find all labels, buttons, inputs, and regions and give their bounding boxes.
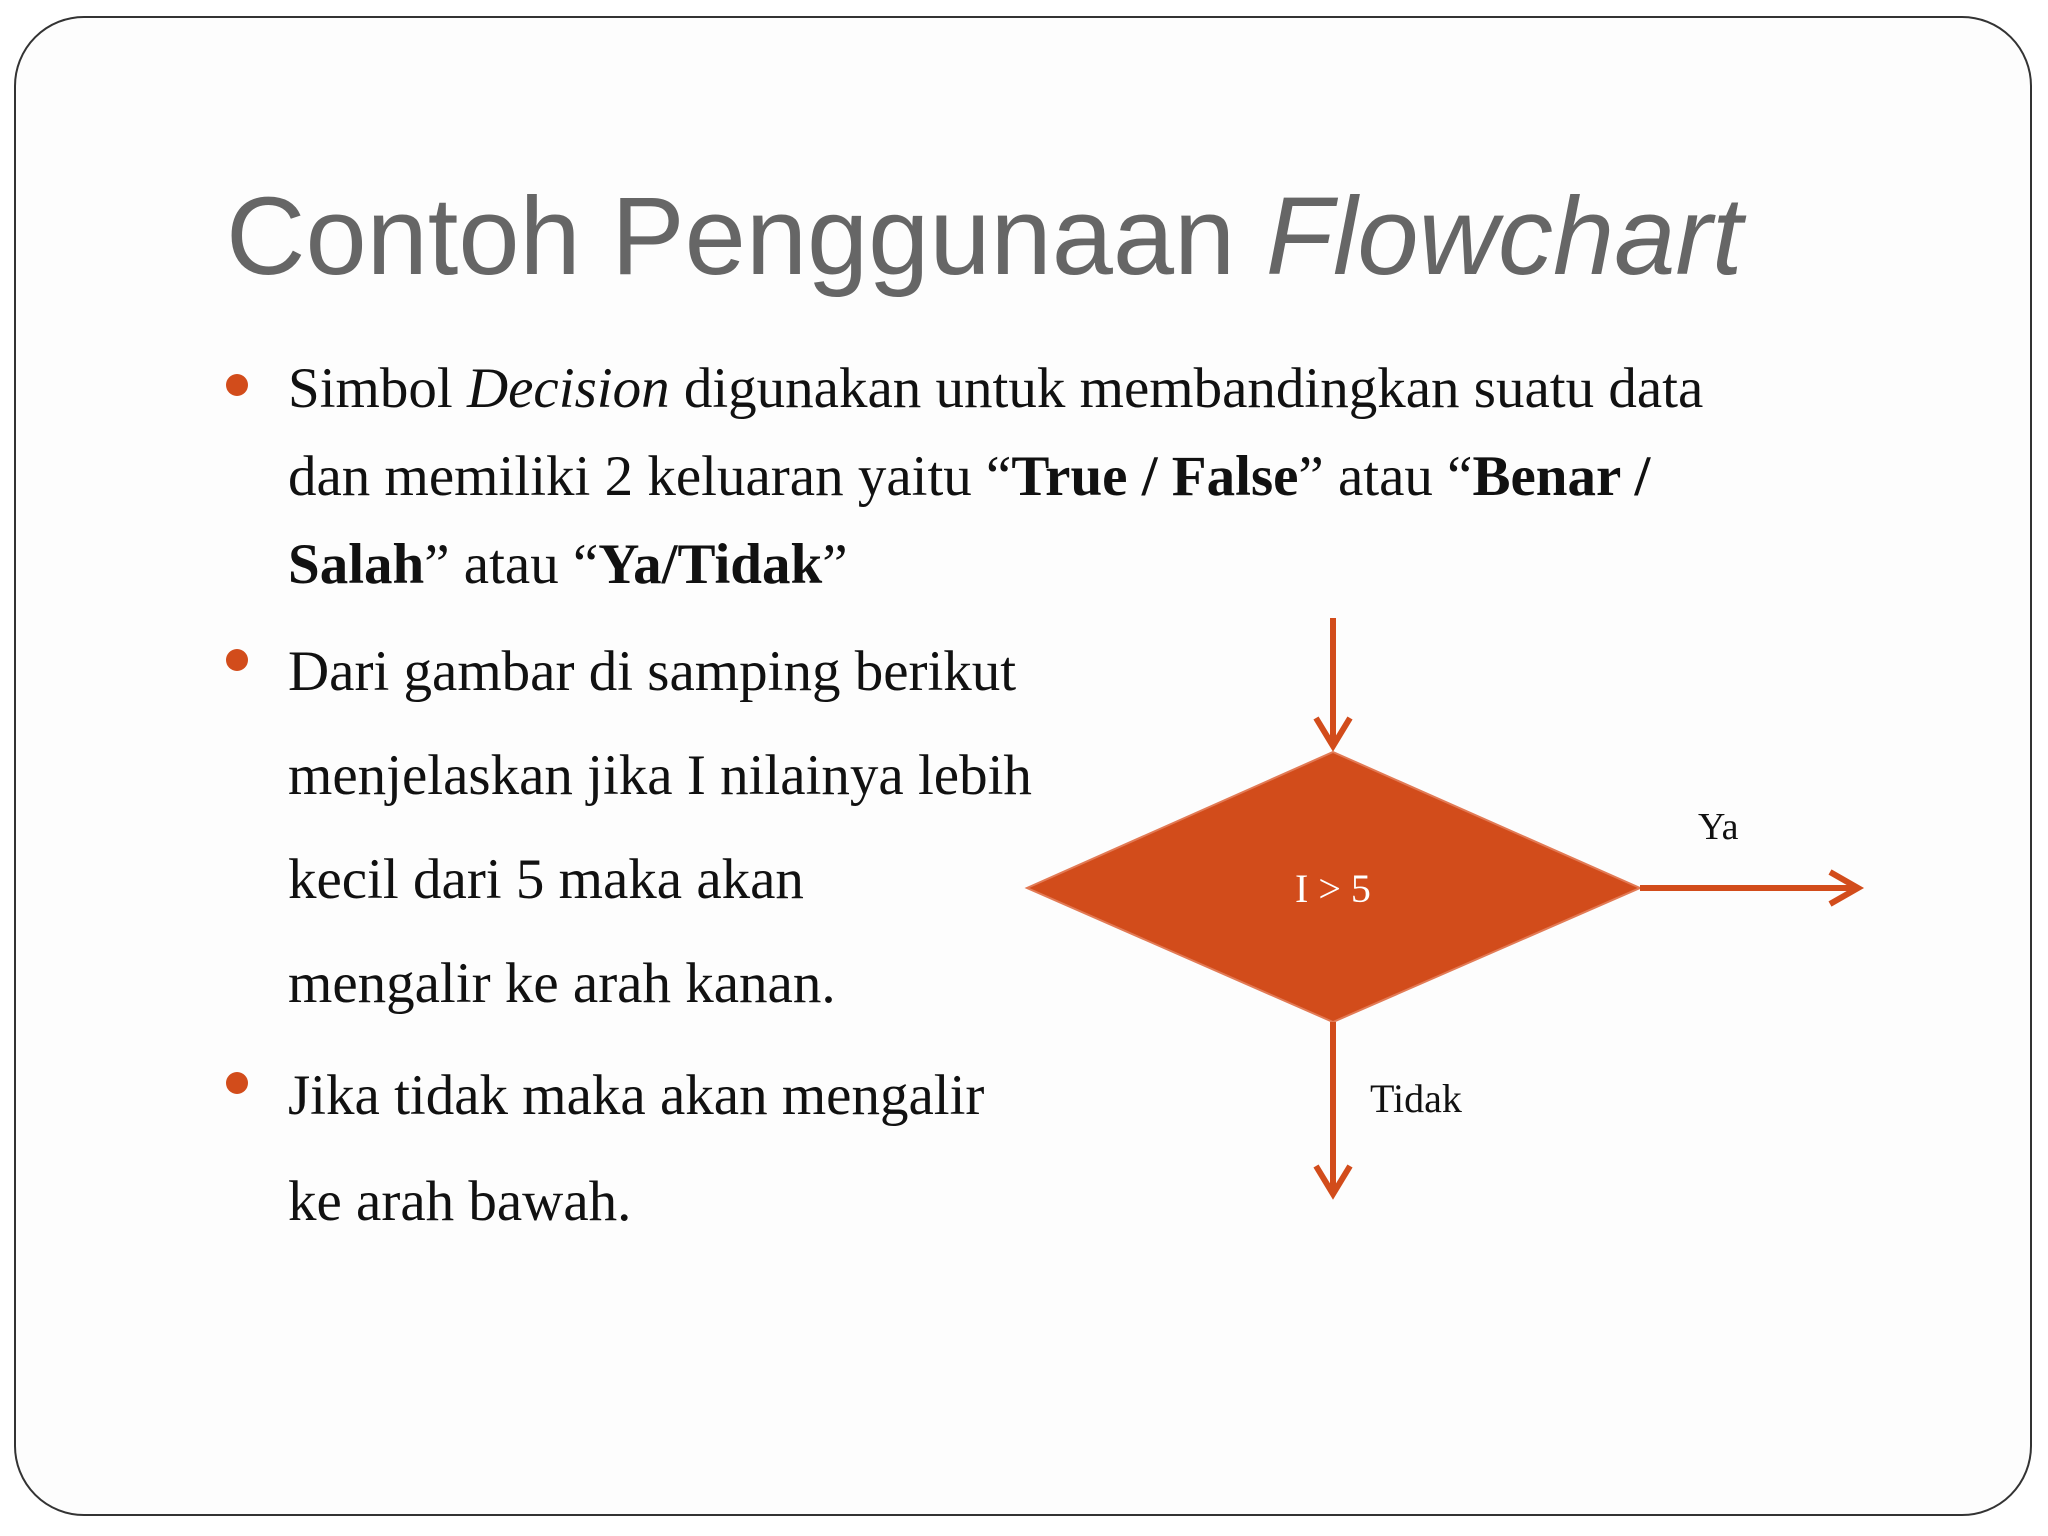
no-label: Tidak <box>1370 1076 1462 1121</box>
bullet-line: kecil dari 5 maka akan <box>288 848 804 911</box>
decision-label: I > 5 <box>1295 866 1371 911</box>
title-regular: Contoh Penggunaan <box>226 175 1266 298</box>
text-run: Simbol <box>288 357 467 420</box>
bullet-line: menjelaskan jika I nilainya lebih <box>288 744 1032 807</box>
bullet-line: ke arah bawah. <box>288 1170 632 1233</box>
title-italic: Flowchart <box>1265 175 1743 298</box>
text-run: ” <box>822 533 848 596</box>
no-arrow <box>1316 1022 1350 1194</box>
text-run: ” atau “ <box>1298 445 1473 508</box>
text-run: dan memiliki 2 keluaran yaitu “ <box>288 445 1012 508</box>
bold-term: Ya/Tidak <box>598 533 823 596</box>
yes-label: Ya <box>1698 806 1739 848</box>
text-run: ” atau “ <box>424 533 599 596</box>
incoming-arrow <box>1316 618 1350 746</box>
bullet-line: Dari gambar di samping berikut <box>288 640 1017 703</box>
bullet-line: Jika tidak maka akan mengalir <box>288 1064 985 1127</box>
bold-term: Salah <box>288 533 425 596</box>
text-run: digunakan untuk membandingkan suatu data <box>669 357 1704 420</box>
yes-arrow <box>1640 872 1858 904</box>
bold-term: Benar / <box>1472 445 1651 508</box>
italic-term: Decision <box>466 357 670 420</box>
bullet-line: mengalir ke arah kanan. <box>288 952 836 1015</box>
bold-term: True / False <box>1011 445 1299 508</box>
